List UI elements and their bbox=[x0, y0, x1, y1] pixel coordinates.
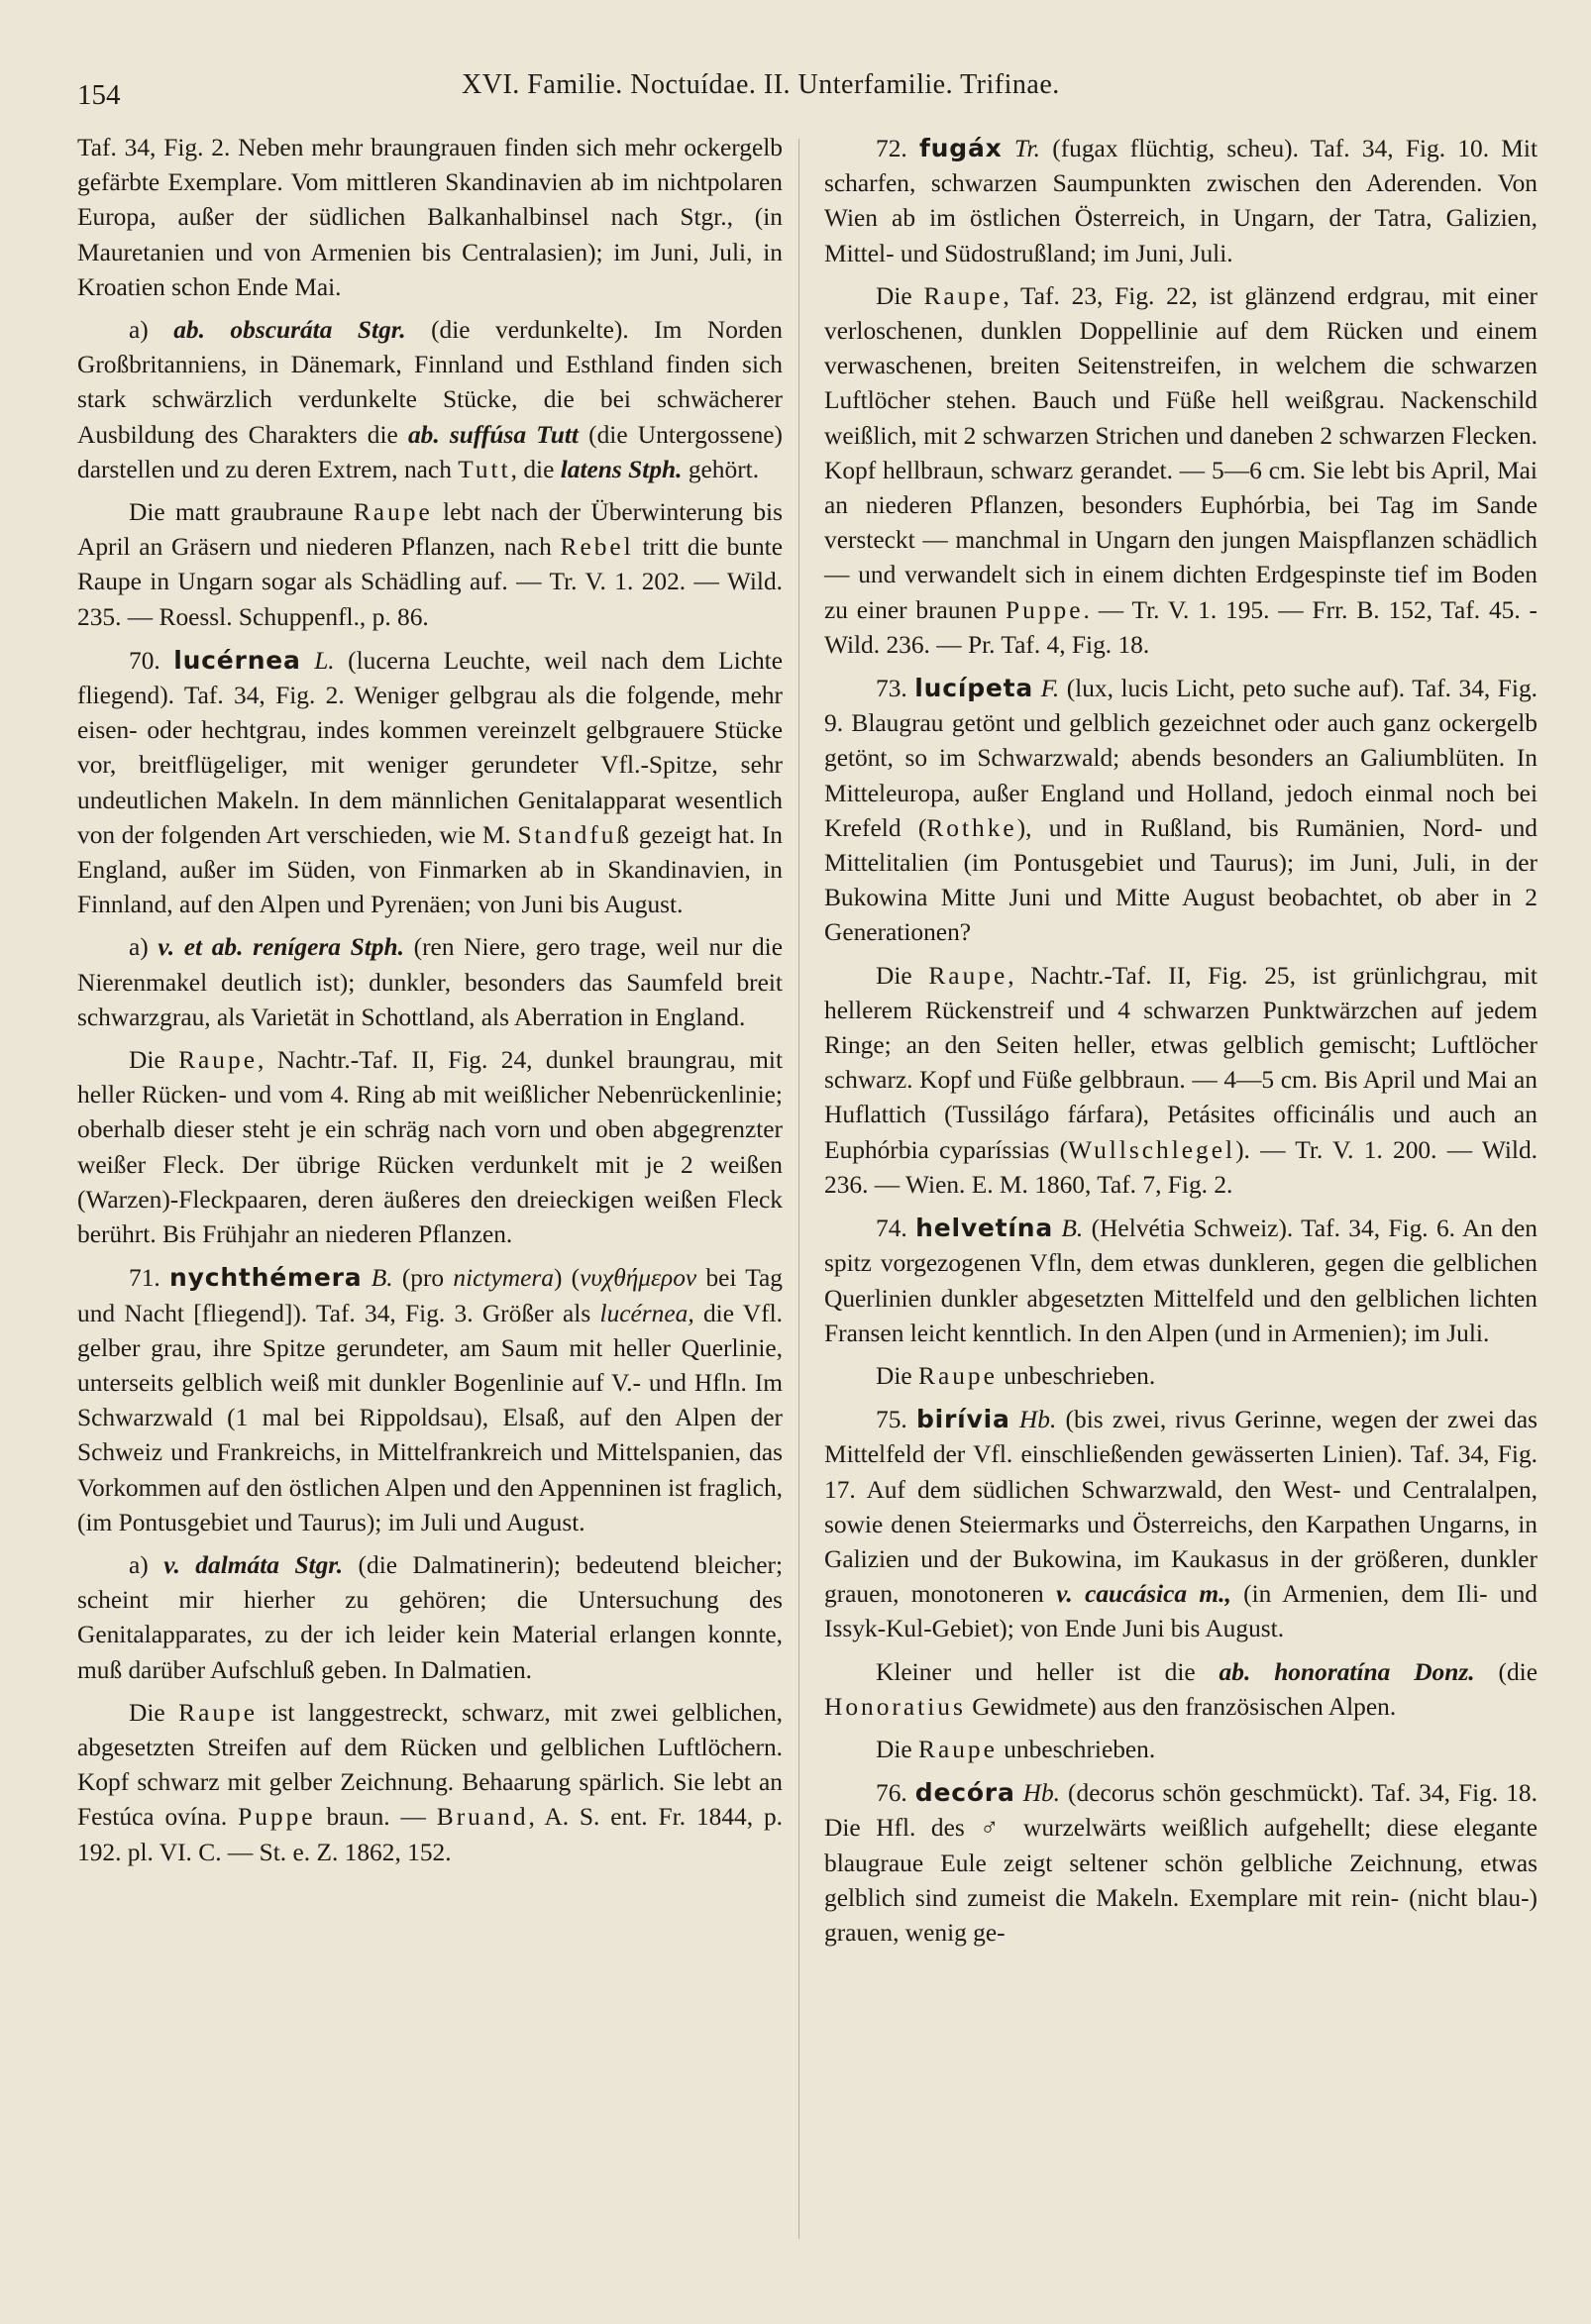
column-divider bbox=[798, 139, 799, 2239]
paragraph: Kleiner und heller ist die ab. honoratína Donz. (die Honoratius Gewidmete) aus den französischen Alpen. bbox=[824, 1657, 1538, 1721]
aberration-name: ab. honoratína Donz. bbox=[1219, 1657, 1475, 1686]
left-column bbox=[77, 131, 783, 1878]
right-column bbox=[824, 131, 1538, 1958]
aberration-name: ab. obscuráta Stgr. bbox=[173, 316, 406, 345]
species-entry-70: 70. lucérnea L. (lucerna Leuchte, weil nach dem Lichte fliegend). Taf. 34, Fig. 2. Weniger gelbgrau als die folgende, mehr eisen- oder hechtgrau, indes kommen vereinzelt gelbgrauere Stücke vor, breitflügeliger, mit weniger gerundeter Vfl.-Spitze, sehr undeutlichen Makeln. In dem männlichen Genitalapparat wesentlich von der folgenden Art verschieden, wie M. Standfuß gezeigt hat. In England, außer im Süden, von Finmarken ab in Skandinavien, in Finnland, auf den Alpen und Pyrenäen; von Juni bis August. bbox=[77, 645, 783, 919]
species-name: decóra bbox=[914, 1778, 1015, 1808]
species-entry-75: 75. birívia Hb. (bis zwei, rivus Gerinne, wegen der zwei das Mittelfeld der Vfl. einschließenden gewässerten Linien). Taf. 34, Fig. 17. Auf dem südlichen Schwarzwald, den West- und Centralalpen, sowie denen Steiermarks und Österreichs, den Karpathen Ungarns, in Galizien und der Bukowina, im Kaukasus in der größeren, dunkler grauen, monotoneren v. caucásica m., (in Armenien, dem Ili- und Issyk-Kul-Gebiet); von Ende Juni bis August. bbox=[824, 1405, 1538, 1643]
author-name: Rothke bbox=[926, 813, 1017, 842]
aberration-name: ab. suffúsa Tutt bbox=[407, 420, 579, 449]
aberration-name: v. et ab. renígera Stph. bbox=[158, 933, 404, 962]
species-name: birívia bbox=[915, 1405, 1010, 1434]
author-name: Rebel bbox=[560, 533, 634, 562]
species-name: lucérnea bbox=[173, 645, 301, 675]
paragraph: Die Raupe, Nachtr.-Taf. II, Fig. 25, ist grünlichgrau, mit hellerem Rückenstreif und 4 schwarzen Punktwärzchen auf jedem Ringe; an den Seiten heller, etwas gelblich gemischt; Luftlöcher schwarz. Kopf und Füße gelbbraun. — 4—5 cm. Bis April und Mai an Huflattich (Tussilágo fárfara), Petásites officinális und auch an Euphórbia cyparíssias (Wullschlegel). — Tr. V. 1. 200. — Wild. 236. — Wien. E. M. 1860, Taf. 7, Fig. 2. bbox=[824, 961, 1538, 1199]
author-name: Wullschlegel bbox=[1068, 1135, 1236, 1164]
species-entry-73: 73. lucípeta F. (lux, lucis Licht, peto suche auf). Taf. 34, Fig. 9. Blaugrau getönt und gelblich gezeichnet oder auch ganz ockergelb getönt, so im Schwarzwald; abends besonders an Galiumblüten. In Mitteleuropa, außer England und Holland, jedoch einmal noch bei Krefeld (Rothke), und in Rußland, bis Rumänien, Nord- und Mittelitalien (im Pontusgebiet und Taurus); im Juni, Juli, in der Bukowina Mitte Juni und Mitte August beobachtet, ob aber in 2 Generationen? bbox=[824, 674, 1538, 947]
page-header bbox=[77, 61, 1543, 111]
paragraph: Taf. 34, Fig. 2. Neben mehr braungrauen finden sich mehr ockergelb gefärbte Exemplare. Vom mittleren Skandinavien ab im nichtpolaren Europa, außer der südlichen Balkanhalbinsel nach Stgr., (in Mauretanien und von Armenien bis Centralasien); im Juni, Juli, in Kroatien schon Ende Mai. bbox=[77, 134, 783, 301]
aberration-name: v. caucásica m., bbox=[1056, 1580, 1231, 1609]
paragraph: Die Raupe unbeschrieben. bbox=[876, 1735, 1156, 1763]
paragraph: Die Raupe, Taf. 23, Fig. 22, ist glänzend erdgrau, mit einer verloschenen, dunklen Doppellinie auf dem Rücken und einem verwaschenen, breiten Seitenstreifen, in welchem die schwarzen Luftlöcher stehen. Bauch und Füße hell weißgrau. Nackenschild weißlich, mit 2 schwarzen Strichen und daneben 2 schwarzen Flecken. Kopf hellbraun, schwarz gerandet. — 5—6 cm. Sie lebt bis April, Mai an niederen Pflanzen, besonders Euphórbia, bei Tag im Sande versteckt — manchmal in Ungarn den jungen Maispflanzen schädlich — und verwandelt sich in einem dichten Erdgespinste tief im Boden zu einer braunen Puppe. — Tr. V. 1. 195. — Frr. B. 152, Taf. 45. - Wild. 236. — Pr. Taf. 4, Fig. 18. bbox=[824, 281, 1538, 659]
species-entry-74: 74. helvetína B. (Helvétia Schweiz). Taf. 34, Fig. 6. An den spitz vorgezogenen Vfln, dem etwas dunkleren, gegen die gelblichen Querlinien dunkler abgesetzten Mittelfeld und den gelblichen lichten Fransen leicht kenntlich. In den Alpen (und in Armenien); im Juli. bbox=[824, 1214, 1538, 1347]
species-entry-72: 72. fugáx Tr. (fugax flüchtig, scheu). Taf. 34, Fig. 10. Mit scharfen, schwarzen Saumpunkten zwischen den Aderenden. Von Wien ab im östlichen Österreich, in Ungarn, der Tatra, Galizien, Mittel- und Südostrußland; im Juni, Juli. bbox=[824, 134, 1538, 267]
paragraph: Die Raupe unbeschrieben. bbox=[876, 1361, 1156, 1390]
paragraph: Die Raupe ist langgestreckt, schwarz, mit zwei gelblichen, abgesetzten Streifen auf dem Rücken und gelblichen Luftlöchern. Kopf schwarz mit gelber Zeichnung. Behaarung spärlich. Sie lebt an Festúca ovína. Puppe braun. — Bruand, A. S. ent. Fr. 1844, p. 192. pl. VI. C. — St. e. Z. 1862, 152. bbox=[77, 1698, 783, 1866]
author-name: Standfuß bbox=[517, 820, 633, 849]
author-name: Tutt bbox=[458, 455, 511, 483]
running-head: XVI. Familie. Noctuídae. II. Unterfamilie. Trifinae. bbox=[462, 69, 1060, 100]
paragraph: Die matt graubraune Raupe lebt nach der Überwinterung bis April an Gräsern und niederen Pflanzen, nach Rebel tritt die bunte Raupe in Ungarn sogar als Schädling auf. — Tr. V. 1. 202. — Wild. 235. — Roessl. Schuppenfl., p. 86. bbox=[77, 498, 783, 631]
paragraph: a) v. dalmáta Stgr. (die Dalmatinerin); bedeutend bleicher; scheint mir hierher zu gehören; die Untersuchung des Genitalapparates, zu der ich leider kein Material erlangen konnte, muß darüber Aufschluß geben. In Dalmatien. bbox=[77, 1550, 784, 1684]
author-name: Bruand bbox=[436, 1803, 529, 1832]
page-number: 154 bbox=[77, 79, 121, 111]
paragraph: a) ab. obscuráta Stgr. (die verdunkelte). Im Norden Großbritanniens, in Dänemark, Finnland und Esthland finden sich stark schwärzlich verdunkelte Stücke, die bei schwächerer Ausbildung des Charakters die ab. suffúsa Tutt (die Untergossene) darstellen und zu deren Extrem, nach Tutt, die latens Stph. gehört. bbox=[77, 316, 784, 483]
greek-word: νυχθήμερον bbox=[580, 1264, 697, 1293]
paragraph: a) v. et ab. renígera Stph. (ren Niere, gero trage, weil nur die Nierenmakel deutlich ist); dunkler, besonders das Saumfeld breit schwarzgrau, als Varietät in Schottland, als Aberration in England. bbox=[77, 933, 783, 1031]
species-name: fugáx bbox=[919, 134, 1003, 162]
species-entry-71: 71. nychthémera B. (pro nictymera) (νυχθήμερον bei Tag und Nacht [fliegend]). Taf. 34, Fig. 3. Größer als lucérnea, die Vfl. gelber grau, ihre Spitze gerundeter, am Saum mit heller Querlinie, unterseits gelblich weiß mit dunkler Bogenlinie auf V.- und Hfln. Im Schwarzwald (1 mal bei Rippoldsau), Elsaß, auf den Alpen der Schweiz und Frankreichs, in Mittelfrankreich und Mittelspanien, das Vorkommen auf den östlichen Alpen und den Appenninen ist fraglich, (im Pontusgebiet und Taurus); im Juli und August. bbox=[77, 1263, 783, 1536]
species-entry-76: 76. decóra Hb. (decorus schön geschmückt). Taf. 34, Fig. 18. Die Hfl. des ♂ wurzelwärts weißlich aufgehellt; diese elegante blaugraue Eule zeigt seltener schön gelbliche Zeichnung, etwas gelblich sind zumeist die Makeln. Exemplare mit rein- (nicht blau-) grauen, wenig ge- bbox=[824, 1778, 1538, 1947]
species-name: helvetína bbox=[915, 1214, 1054, 1243]
species-name: lucípeta bbox=[914, 674, 1034, 703]
paragraph: Die Raupe, Nachtr.-Taf. II, Fig. 24, dunkel braungrau, mit heller Rücken- und vom 4. Ring ab mit weißlicher Nebenrückenlinie; oberhalb dieser steht je ein schräg nach vorn und oben abgegrenzter weißer Fleck. Der übrige Rücken verdunkelt mit je 2 weißen (Warzen)-Fleckpaaren, deren äußeres den dreieckigen weißen Fleck berührt. Bis Frühjahr an niederen Pflanzen. bbox=[77, 1046, 783, 1249]
aberration-name: v. dalmáta Stgr. bbox=[163, 1550, 344, 1579]
aberration-name: latens Stph. bbox=[560, 455, 683, 483]
author-name: Honoratius bbox=[824, 1692, 966, 1721]
species-name: nychthémera bbox=[169, 1263, 363, 1293]
